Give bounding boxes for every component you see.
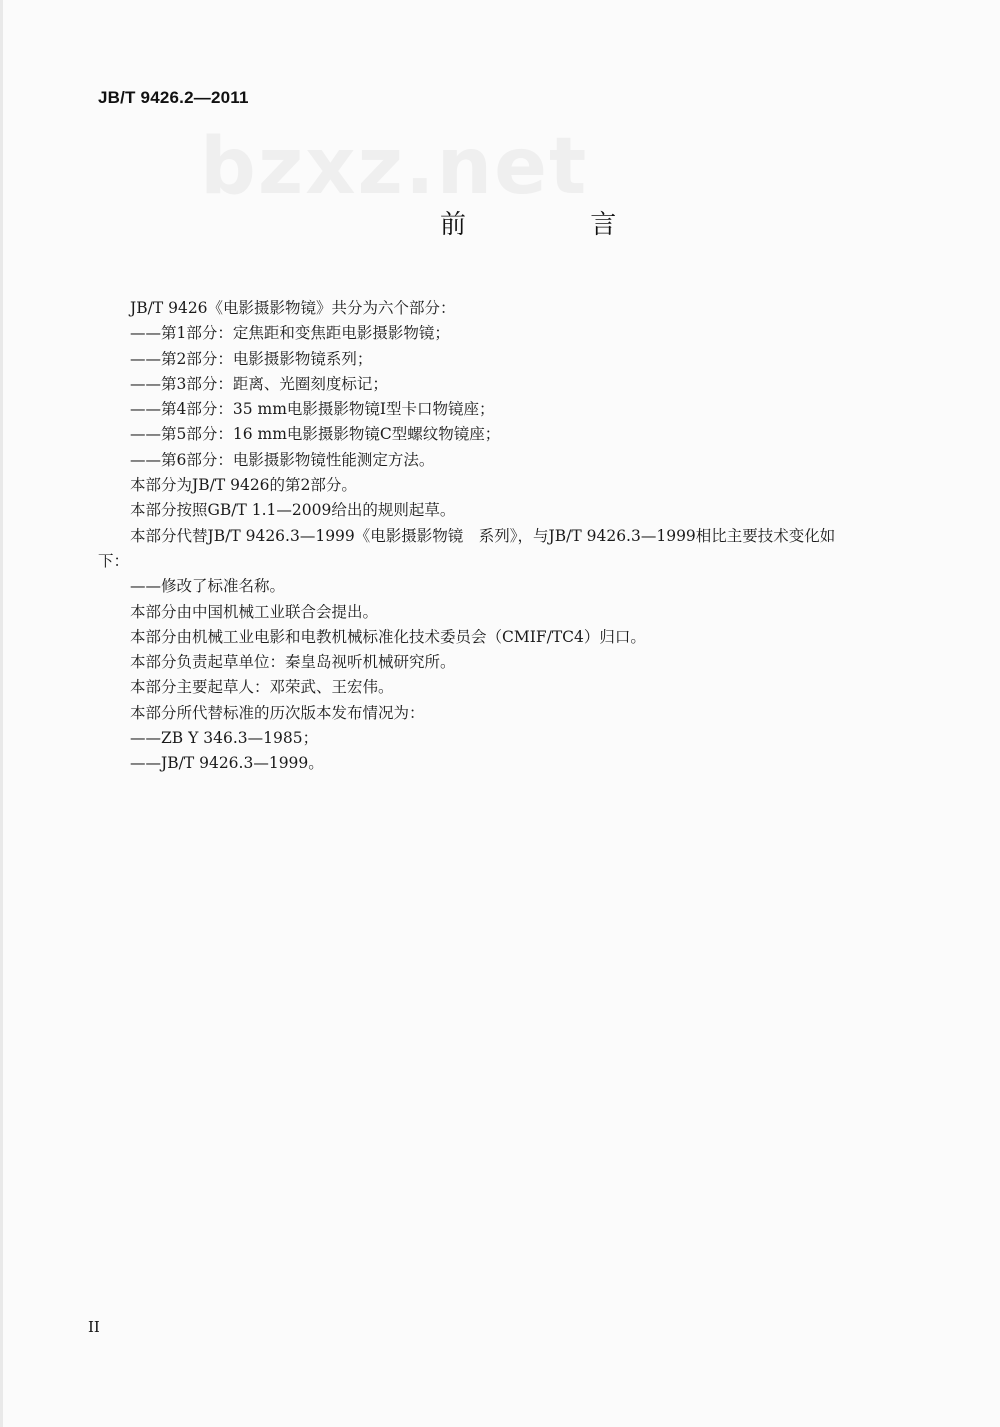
list-item: ——修改了标准名称。	[130, 577, 286, 596]
paragraph: 本部分按照GB/T 1.1—2009给出的规则起草。	[130, 501, 456, 520]
document-id: JB/T 9426.2—2011	[98, 88, 249, 107]
list-item: ——第6部分：电影摄影物镜性能测定方法。	[130, 450, 435, 469]
paragraph: 本部分由机械工业电影和电教机械标准化技术委员会（CMIF/TC4）归口。	[130, 627, 646, 646]
list-item: ——第3部分：距离、光圈刻度标记；	[130, 374, 388, 393]
paragraph: 本部分为JB/T 9426的第2部分。	[130, 476, 357, 495]
list-item: ——第1部分：定焦距和变焦距电影摄影物镜；	[130, 324, 450, 343]
paragraph-continuation: 下：	[98, 551, 130, 570]
list-item: ——第5部分：16 mm电影摄影物镜C型螺纹物镜座；	[130, 425, 501, 444]
paragraph: 本部分代替JB/T 9426.3—1999《电影摄影物镜 系列》，与JB/T 9426.3—1999相比主要技术变化如	[130, 526, 836, 545]
paragraph: 本部分主要起草人：邓荣武、王宏伟。	[130, 678, 394, 697]
page-title: 前 言	[440, 210, 675, 240]
page-edge	[0, 0, 3, 1427]
list-item: ——第2部分：电影摄影物镜系列；	[130, 349, 373, 368]
paragraph: 本部分由中国机械工业联合会提出。	[130, 602, 379, 621]
paragraph: 本部分负责起草单位：秦皇岛视听机械研究所。	[130, 653, 456, 672]
watermark: bzxz.net	[200, 122, 589, 212]
list-item: ——ZB Y 346.3—1985；	[130, 729, 319, 748]
list-item: ——第4部分：35 mm电影摄影物镜Ⅰ型卡口物镜座；	[130, 400, 495, 419]
page-number: II	[88, 1318, 100, 1336]
paragraph: JB/T 9426《电影摄影物镜》共分为六个部分：	[130, 299, 456, 317]
preface-body	[98, 296, 908, 777]
list-item: ——JB/T 9426.3—1999。	[130, 754, 324, 773]
paragraph: 本部分所代替标准的历次版本发布情况为：	[130, 703, 425, 722]
